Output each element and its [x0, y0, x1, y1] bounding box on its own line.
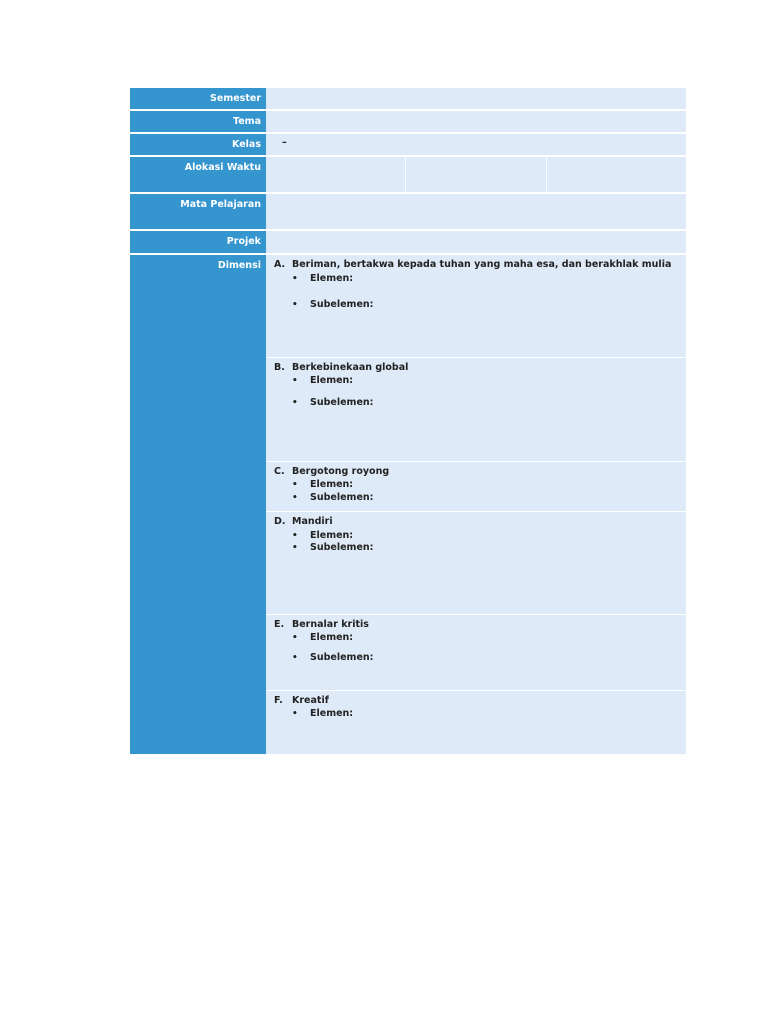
label-semester: Semester: [130, 88, 266, 109]
item-label: Elemen:: [310, 708, 354, 719]
bullet-icon: •: [292, 274, 298, 284]
row-projek: [130, 231, 686, 255]
item-label: Elemen:: [310, 530, 354, 541]
dimension-title: Beriman, bertakwa kepada tuhan yang maha esa, dan berakhlak mulia: [292, 259, 672, 270]
dimension-heading: [274, 259, 686, 271]
bullet-icon: •: [292, 480, 298, 490]
dimension-block-c[interactable]: [266, 462, 686, 512]
row-semester: [130, 88, 686, 111]
label-projek: Projek: [130, 231, 266, 253]
label-alokasi-waktu: Alokasi Waktu: [130, 157, 266, 192]
list-item: [274, 397, 686, 409]
dimension-block-f[interactable]: [266, 691, 686, 754]
alokasi-waktu-cell-2[interactable]: [406, 157, 546, 192]
alokasi-waktu-cell-1[interactable]: [266, 157, 406, 192]
bullet-icon: •: [292, 300, 298, 310]
list-item: [274, 542, 686, 554]
dimension-title: Berkebinekaan global: [292, 362, 409, 373]
bullet-icon: •: [292, 543, 298, 553]
project-form-table: [130, 88, 686, 754]
list-item: [274, 632, 686, 644]
dimensi-field: [266, 255, 686, 754]
bullet-icon: •: [292, 709, 298, 719]
bullet-icon: •: [292, 376, 298, 386]
item-label: Subelemen:: [310, 299, 374, 310]
dimension-block-a[interactable]: [266, 255, 686, 358]
dimension-heading: [274, 466, 686, 478]
dimension-block-d[interactable]: [266, 512, 686, 615]
item-label: Subelemen:: [310, 492, 374, 503]
label-tema: Tema: [130, 111, 266, 132]
row-tema: [130, 111, 686, 134]
item-label: Subelemen:: [310, 397, 374, 408]
kelas-value: –: [282, 137, 287, 148]
bullet-icon: •: [292, 633, 298, 643]
dimension-heading: [274, 516, 686, 528]
dimension-title: Bernalar kritis: [292, 619, 369, 630]
dimension-block-e[interactable]: [266, 615, 686, 691]
label-dimensi: Dimensi: [130, 255, 266, 754]
list-item: [274, 652, 686, 664]
alokasi-waktu-field: [266, 157, 686, 192]
dimension-letter: A.: [274, 259, 286, 270]
dimension-block-b[interactable]: [266, 358, 686, 462]
list-item: [274, 479, 686, 491]
dimension-letter: D.: [274, 516, 286, 527]
row-dimensi: [130, 255, 686, 754]
list-item: [274, 375, 686, 387]
item-label: Subelemen:: [310, 542, 374, 553]
dimension-letter: F.: [274, 695, 283, 706]
mata-pelajaran-field[interactable]: [266, 194, 686, 229]
bullet-icon: •: [292, 493, 298, 503]
semester-field[interactable]: [266, 88, 686, 109]
bullet-icon: •: [292, 653, 298, 663]
dimension-heading: [274, 362, 686, 374]
list-item: [274, 273, 686, 285]
projek-field[interactable]: [266, 231, 686, 253]
dimension-heading: [274, 695, 686, 707]
dimension-heading: [274, 619, 686, 631]
dimension-letter: E.: [274, 619, 285, 630]
row-alokasi-waktu: [130, 157, 686, 194]
dimension-title: Kreatif: [292, 695, 329, 706]
item-label: Elemen:: [310, 632, 354, 643]
item-label: Elemen:: [310, 273, 354, 284]
alokasi-waktu-cell-3[interactable]: [547, 157, 686, 192]
list-item: [274, 708, 686, 720]
item-label: Elemen:: [310, 479, 354, 490]
row-kelas: [130, 134, 686, 157]
dimension-letter: C.: [274, 466, 285, 477]
row-mata-pelajaran: [130, 194, 686, 231]
kelas-field[interactable]: [266, 134, 686, 155]
list-item: [274, 299, 686, 311]
list-item: [274, 492, 686, 504]
list-item: [274, 530, 686, 542]
dimension-title: Mandiri: [292, 516, 333, 527]
bullet-icon: •: [292, 531, 298, 541]
tema-field[interactable]: [266, 111, 686, 132]
dimension-title: Bergotong royong: [292, 466, 390, 477]
label-kelas: Kelas: [130, 134, 266, 155]
item-label: Subelemen:: [310, 652, 374, 663]
item-label: Elemen:: [310, 375, 354, 386]
dimension-letter: B.: [274, 362, 285, 373]
bullet-icon: •: [292, 398, 298, 408]
label-mata-pelajaran: Mata Pelajaran: [130, 194, 266, 229]
